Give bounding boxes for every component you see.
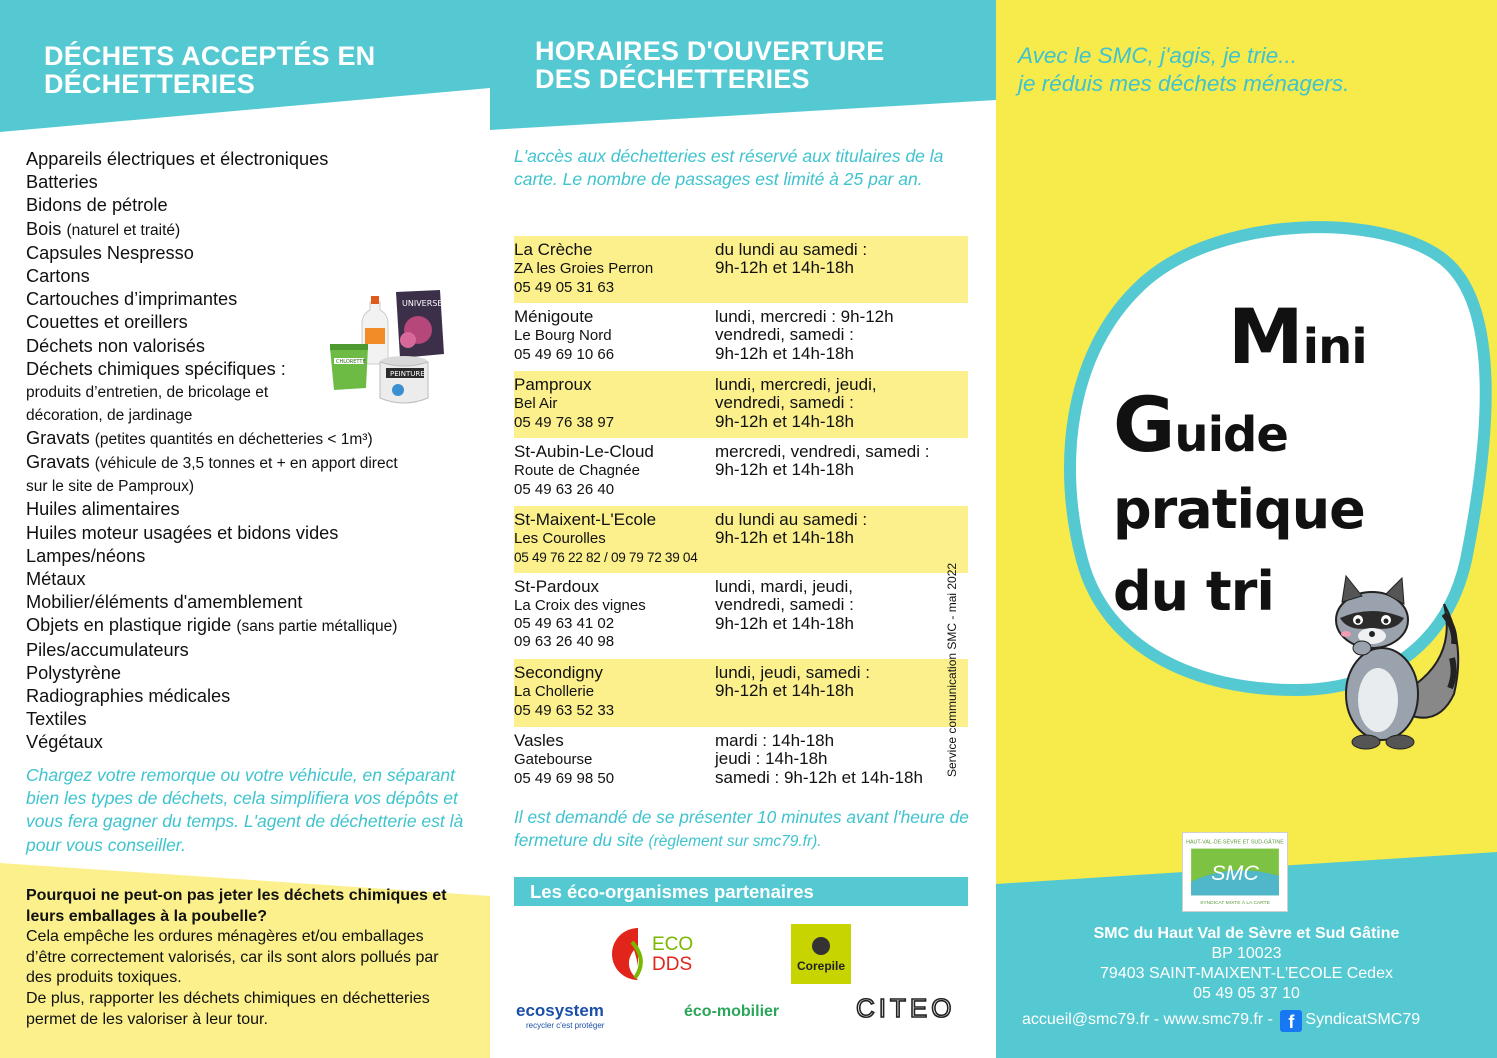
site-name: St-Aubin-Le-Cloud bbox=[514, 442, 654, 461]
waste-item-label: Objets en plastique rigide bbox=[26, 615, 232, 636]
svg-text:Corepile: Corepile bbox=[796, 959, 846, 973]
credit-line: Service communication SMC - mai 2022 bbox=[945, 562, 959, 777]
schedule-row bbox=[514, 506, 968, 573]
site-phone: 05 49 76 38 97 bbox=[514, 414, 615, 431]
site-address: Bel Air bbox=[514, 395, 558, 412]
site-phone: 05 49 63 41 02 bbox=[514, 615, 615, 632]
waste-item-label: Batteries bbox=[26, 172, 98, 193]
opening-hours-heading: HORAIRES D'OUVERTURE DES DÉCHETTERIES bbox=[535, 36, 885, 94]
schedule-row bbox=[514, 659, 968, 727]
waste-item bbox=[26, 545, 466, 568]
waste-item-detail: sur le site de Pamproux) bbox=[26, 478, 194, 496]
waste-item-label: Huiles moteur usagées et bidons vides bbox=[26, 522, 339, 543]
site-address: ZA les Groies Perron bbox=[514, 260, 654, 277]
site-hours: 9h-12h et 14h-18h bbox=[715, 258, 854, 278]
waste-item-label: Textiles bbox=[26, 709, 87, 730]
svg-text:PEINTURE: PEINTURE bbox=[390, 370, 425, 378]
panel-opening-hours bbox=[490, 0, 996, 1058]
site-hours: vendredi, samedi : bbox=[715, 393, 854, 413]
closing-time-notice: Il est demandé de se présenter 10 minutes avant l'heure de fermeture du site (règlement sur smc79.fr). bbox=[514, 807, 969, 850]
svg-text:recycler c'est protéger: recycler c'est protéger bbox=[526, 1021, 605, 1030]
waste-item bbox=[26, 194, 466, 217]
waste-item-label: Cartouches d’imprimantes bbox=[26, 289, 238, 310]
site-address: La Chollerie bbox=[514, 683, 595, 700]
title-du-tri: du tri bbox=[1113, 560, 1274, 623]
site-hours: 9h-12h et 14h-18h bbox=[715, 460, 854, 480]
svg-text:UNIVERSEL: UNIVERSEL bbox=[402, 299, 447, 308]
site-hours: lundi, mardi, jeudi, bbox=[715, 577, 853, 596]
schedule-row bbox=[514, 438, 968, 506]
smc-logo bbox=[1182, 832, 1288, 912]
site-name: Secondigny bbox=[514, 663, 603, 682]
site-name: St-Maixent-L'Ecole bbox=[514, 510, 657, 529]
site-address: Gatebourse bbox=[514, 751, 593, 768]
site-hours: du lundi au samedi : bbox=[715, 240, 868, 259]
contact-links bbox=[1022, 1010, 1492, 1032]
site-hours: 9h-12h et 14h-18h bbox=[715, 343, 854, 363]
loading-advice: Chargez votre remorque ou votre véhicule, en séparant bien les types de déchets, cela simplifiera vos dépôts et vous fera gagner du temps. L'agent de déchetterie est là pour vous conseiller. bbox=[26, 765, 464, 855]
site-hours: 9h-12h et 14h-18h bbox=[715, 528, 854, 548]
waste-item bbox=[26, 708, 466, 731]
facebook-handle[interactable]: SyndicatSMC79 bbox=[1305, 1011, 1421, 1028]
citeo-logo bbox=[854, 992, 962, 1024]
svg-text:ecosystem: ecosystem bbox=[516, 1001, 604, 1020]
site-phone: 05 49 69 98 50 bbox=[514, 770, 615, 787]
site-address: La Croix des vignes bbox=[514, 597, 646, 614]
waste-item bbox=[26, 568, 466, 591]
site-hours: 9h-12h et 14h-18h bbox=[715, 613, 854, 633]
tagline: Avec le SMC, j'agis, je trie... je réduis mes déchets ménagers. bbox=[1018, 43, 1350, 96]
waste-item bbox=[26, 614, 466, 638]
svg-text:HAUT-VAL-DE-SÈVRE ET SUD-GÂTIN: HAUT-VAL-DE-SÈVRE ET SUD-GÂTINE bbox=[1186, 839, 1284, 846]
waste-item-label: Végétaux bbox=[26, 732, 103, 753]
site-name: Vasles bbox=[514, 731, 564, 750]
site-hours: jeudi : 14h-18h bbox=[715, 749, 828, 769]
site-address: Les Courolles bbox=[514, 530, 606, 547]
waste-item-label: Déchets chimiques spécifiques : bbox=[26, 358, 286, 379]
waste-item bbox=[26, 685, 466, 708]
svg-text:CHLORETTE: CHLORETTE bbox=[336, 359, 366, 365]
waste-item-detail: produits d’entretien, de bricolage et bbox=[26, 384, 269, 402]
waste-item bbox=[26, 265, 466, 288]
waste-item-label: Piles/accumulateurs bbox=[26, 639, 189, 660]
contact-address bbox=[996, 924, 1497, 1004]
waste-item bbox=[26, 639, 466, 662]
waste-item bbox=[26, 662, 466, 685]
site-phone: 05 49 63 52 33 bbox=[514, 702, 615, 719]
waste-item bbox=[26, 451, 466, 498]
schedule-row bbox=[514, 236, 968, 303]
site-phone: 05 49 05 31 63 bbox=[514, 279, 615, 296]
postal-city: 79403 SAINT-MAIXENT-L'ECOLE Cedex bbox=[1100, 965, 1393, 982]
site-hours: samedi : 9h-12h et 14h-18h bbox=[715, 767, 923, 787]
waste-item-label: Polystyrène bbox=[26, 662, 122, 683]
waste-item bbox=[26, 242, 466, 265]
waste-item bbox=[26, 731, 466, 754]
site-hours: lundi, mercredi, jeudi, bbox=[715, 375, 877, 394]
title-mini: Mini bbox=[1228, 292, 1367, 381]
ecodds-logo bbox=[608, 920, 700, 988]
site-hours: mardi : 14h-18h bbox=[715, 731, 835, 750]
site-hours: mercredi, vendredi, samedi : bbox=[715, 442, 930, 461]
postal-box: BP 10023 bbox=[1211, 945, 1282, 962]
waste-item bbox=[26, 498, 466, 521]
svg-text:SMC: SMC bbox=[1211, 860, 1259, 885]
access-info: L'accès aux déchetteries est réservé aux titulaires de la carte. Le nombre de passages est limité à 25 par an. bbox=[514, 146, 944, 189]
svg-text:CITEO: CITEO bbox=[856, 993, 956, 1023]
waste-item-label: Radiographies médicales bbox=[26, 686, 231, 707]
waste-item-label: Appareils électriques et électroniques bbox=[26, 149, 329, 169]
facebook-icon: f bbox=[1280, 1010, 1302, 1032]
waste-item-label: Couettes et oreillers bbox=[26, 312, 188, 333]
waste-item-detail: décoration, de jardinage bbox=[26, 407, 193, 425]
site-phone-2: 09 63 26 40 98 bbox=[514, 633, 615, 650]
site-phone: 05 49 63 26 40 bbox=[514, 481, 615, 498]
waste-item bbox=[26, 148, 466, 171]
svg-text:ECO: ECO bbox=[652, 934, 694, 955]
ecosystem-logo bbox=[514, 998, 624, 1034]
email-and-website[interactable]: accueil@smc79.fr - www.smc79.fr - bbox=[1022, 1011, 1273, 1028]
site-hours: lundi, jeudi, samedi : bbox=[715, 663, 870, 682]
site-hours: du lundi au samedi : bbox=[715, 510, 868, 529]
waste-item bbox=[26, 522, 466, 545]
waste-item-label: Gravats bbox=[26, 452, 90, 473]
chemical-waste-answer-2: De plus, rapporter les déchets chimiques en déchetteries permet de les valoriser à leur tour. bbox=[26, 989, 430, 1028]
accepted-waste-list bbox=[26, 148, 466, 755]
waste-item bbox=[26, 427, 466, 451]
waste-item-label: Bois bbox=[26, 218, 62, 239]
waste-item bbox=[26, 591, 466, 614]
schedule-row bbox=[514, 371, 968, 438]
waste-item-label: Capsules Nespresso bbox=[26, 242, 194, 263]
site-name: St-Pardoux bbox=[514, 577, 600, 596]
waste-item-note: (naturel et traité) bbox=[66, 221, 181, 239]
accepted-waste-heading: DÉCHETS ACCEPTÉS EN DÉCHETTERIES bbox=[44, 41, 376, 99]
title-pratique: pratique bbox=[1113, 478, 1365, 541]
chemical-products-illustration bbox=[328, 288, 450, 410]
site-name: Ménigoute bbox=[514, 307, 594, 326]
waste-item-label: Gravats bbox=[26, 428, 90, 449]
chemical-waste-question: Pourquoi ne peut-on pas jeter les déchets chimiques et leurs emballages à la poubelle? bbox=[26, 887, 447, 925]
waste-item-label: Lampes/néons bbox=[26, 545, 146, 566]
site-address: Route de Chagnée bbox=[514, 462, 640, 479]
title-guide: Guide bbox=[1113, 380, 1288, 469]
schedule-row bbox=[514, 303, 968, 371]
panel-cover bbox=[996, 0, 1497, 1058]
waste-item-label: Huiles alimentaires bbox=[26, 499, 180, 520]
schedule-row bbox=[514, 727, 968, 795]
site-hours: vendredi, samedi : bbox=[715, 595, 854, 615]
site-hours: 9h-12h et 14h-18h bbox=[715, 681, 854, 701]
waste-item bbox=[26, 171, 466, 194]
waste-item-label: Métaux bbox=[26, 569, 86, 590]
waste-item-note: (véhicule de 3,5 tonnes et + en apport direct bbox=[94, 455, 398, 473]
svg-text:DDS: DDS bbox=[652, 954, 693, 975]
schedule-row bbox=[514, 573, 968, 659]
waste-item-label: Déchets non valorisés bbox=[26, 335, 205, 356]
site-phone: 05 49 76 22 82 / 09 79 72 39 04 bbox=[514, 550, 698, 565]
partners-heading: Les éco-organismes partenaires bbox=[514, 877, 968, 906]
waste-item bbox=[26, 218, 466, 242]
site-hours: 9h-12h et 14h-18h bbox=[715, 411, 854, 431]
ecomobilier-logo bbox=[682, 998, 802, 1026]
waste-item-note: (petites quantités en déchetteries < 1m³) bbox=[94, 431, 373, 449]
site-phone: 05 49 69 10 66 bbox=[514, 346, 615, 363]
site-name: Pamproux bbox=[514, 375, 592, 394]
organization-name: SMC du Haut Val de Sèvre et Sud Gâtine bbox=[1093, 925, 1400, 942]
waste-item-label: Bidons de pétrole bbox=[26, 195, 168, 216]
chemical-waste-info bbox=[26, 886, 456, 1030]
site-name: La Crèche bbox=[514, 240, 593, 259]
site-hours: lundi, mercredi : 9h-12h bbox=[715, 307, 894, 326]
svg-text:éco-mobilier: éco-mobilier bbox=[684, 1003, 780, 1020]
raccoon-mascot-icon bbox=[1316, 574, 1466, 774]
corepile-logo bbox=[791, 924, 851, 984]
waste-item-note: (sans partie métallique) bbox=[236, 618, 398, 636]
chemical-waste-answer-1: Cela empêche les ordures ménagères et/ou emballages d’être correctement valorisés, car ils sont alors pollués par des produits toxiques. bbox=[26, 928, 439, 987]
site-hours: vendredi, samedi : bbox=[715, 325, 854, 345]
waste-item-label: Mobilier/éléments d'amemblement bbox=[26, 592, 303, 613]
panel-accepted-waste bbox=[0, 0, 490, 1058]
svg-text:SYNDICAT MIXTE À LA CARTE: SYNDICAT MIXTE À LA CARTE bbox=[1200, 901, 1270, 907]
site-address: Le Bourg Nord bbox=[514, 327, 612, 344]
contact-phone: 05 49 05 37 10 bbox=[1193, 985, 1300, 1002]
waste-item-label: Cartons bbox=[26, 266, 90, 287]
